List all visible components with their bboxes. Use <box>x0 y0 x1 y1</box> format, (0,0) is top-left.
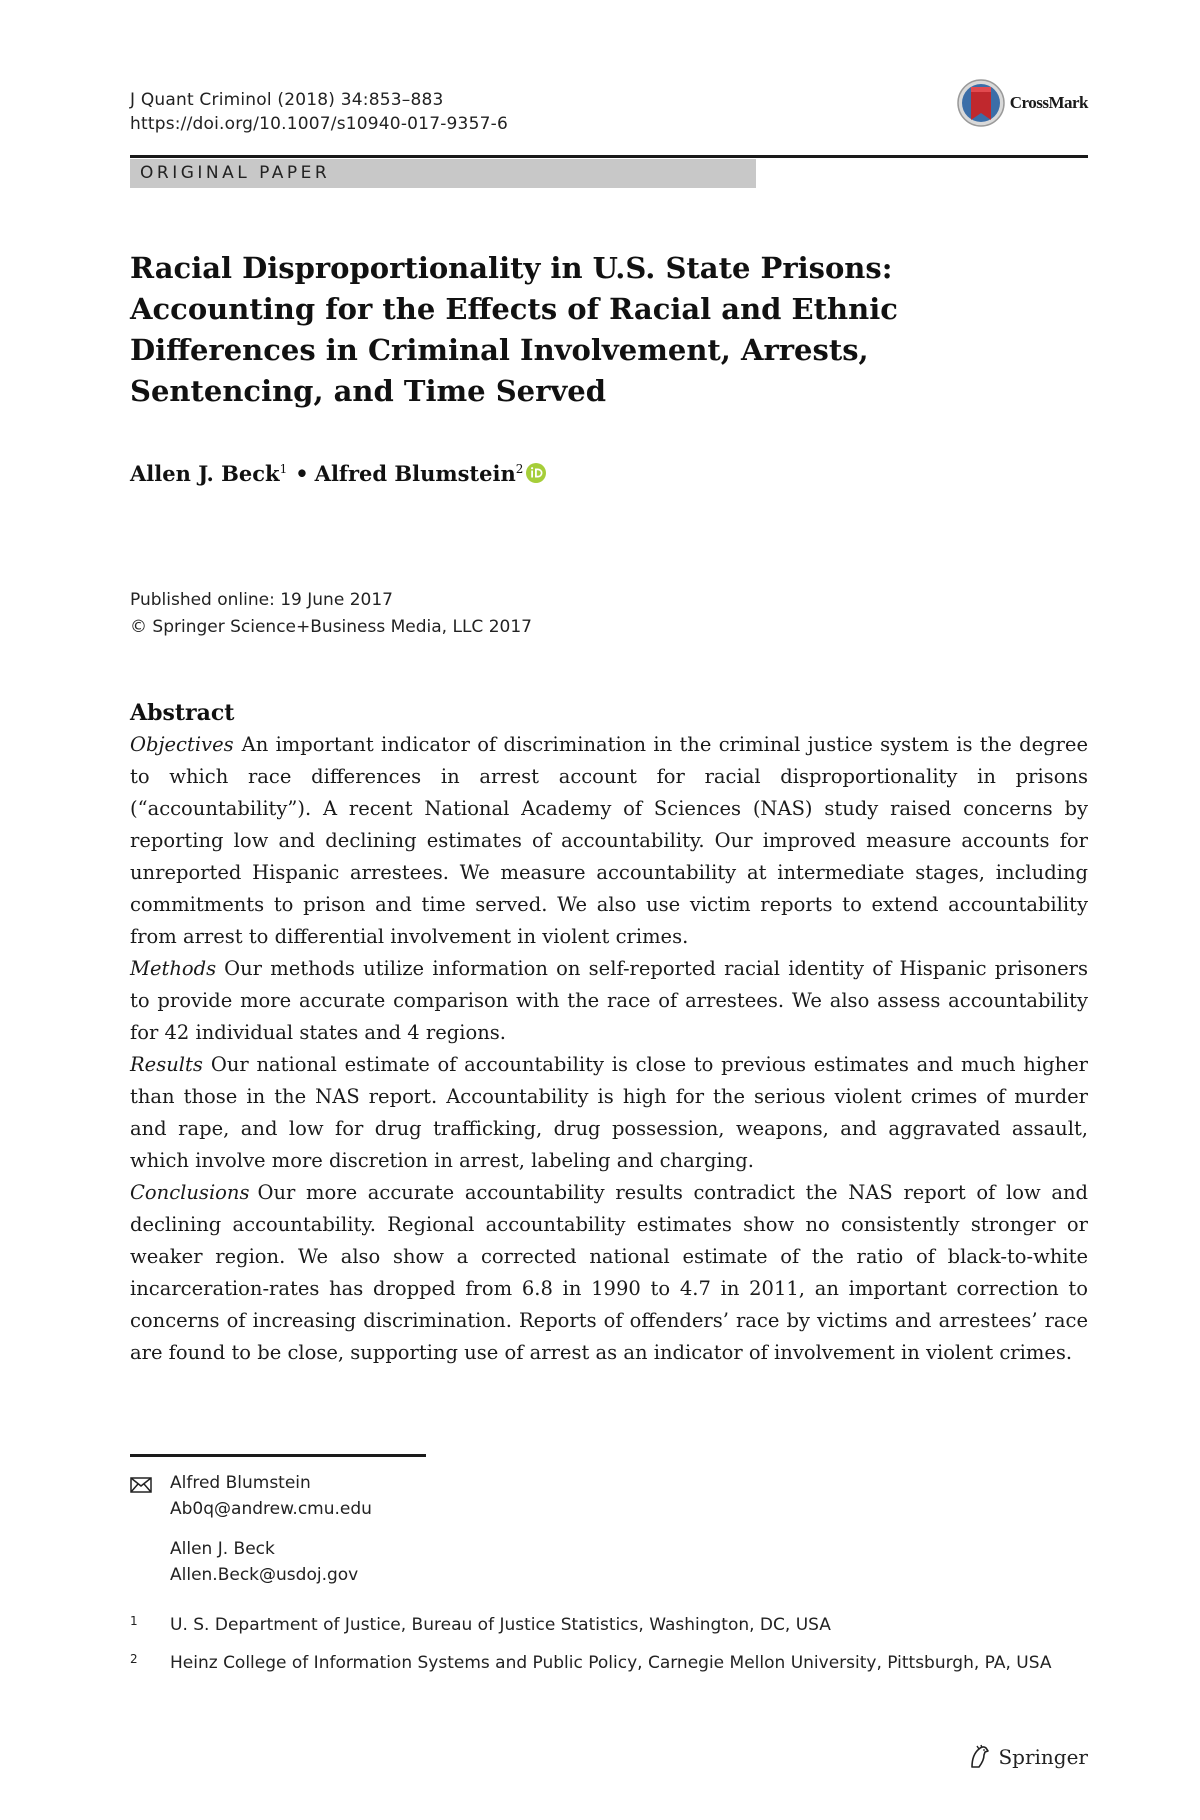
affiliation-entry <box>130 1650 1088 1676</box>
title-line: Racial Disproportionality in U.S. State Prisons: <box>130 251 893 285</box>
contact-entry <box>130 1470 1088 1522</box>
publisher-name: Springer <box>998 1745 1088 1769</box>
copyright-line: © Springer Science+Business Media, LLC 2017 <box>130 617 532 637</box>
affiliation-list <box>130 1612 1088 1688</box>
abstract-label: Methods <box>130 957 217 980</box>
affiliation-text: Heinz College of Information Systems and Public Policy, Carnegie Mellon University, Pittsburgh, PA, USA <box>170 1653 1052 1673</box>
author-separator: • <box>295 461 309 486</box>
abstract-body <box>130 729 1088 1369</box>
abstract-label: Conclusions <box>130 1181 250 1204</box>
publication-info <box>130 587 532 641</box>
abstract-text: Our national estimate of accountability is close to previous estimates and much higher than those in the NAS report. Accountability is high for the serious violent crimes of murder and rape, and low for drug trafficking, drug possession, weapons, and aggravated assault, which involve more discretion in arrest, labeling and charging. <box>130 1053 1088 1172</box>
affiliation-number: 2 <box>130 1652 138 1666</box>
crossmark-badge[interactable] <box>956 78 1088 128</box>
affiliation-text: U. S. Department of Justice, Bureau of Justice Statistics, Washington, DC, USA <box>170 1615 831 1635</box>
author-affiliation-ref: 2 <box>515 462 524 476</box>
doi-link[interactable]: https://doi.org/10.1007/s10940-017-9357-6 <box>130 114 508 134</box>
title-line: Differences in Criminal Involvement, Arrests, <box>130 333 869 367</box>
crossmark-icon <box>956 78 1006 128</box>
abstract-paragraph <box>130 729 1088 953</box>
author-name[interactable]: Alfred Blumstein <box>314 461 516 486</box>
contact-entry <box>130 1536 1088 1588</box>
envelope-icon <box>130 1475 152 1501</box>
publisher-logo <box>966 1743 1088 1771</box>
author-name[interactable]: Allen J. Beck <box>130 461 280 486</box>
abstract-paragraph <box>130 1177 1088 1369</box>
abstract-text: Our methods utilize information on self-reported racial identity of Hispanic prisoners to provide more accurate comparison with the race of arrestees. We also assess accountability for 42 individual states and 4 regions. <box>130 957 1088 1044</box>
contact-name: Alfred Blumstein <box>170 1473 311 1493</box>
abstract-text: An important indicator of discrimination in the criminal justice system is the degree to which race differences in arrest account for racial disproportionality in prisons (“accountability”). A recent National Academy of Sciences (NAS) study raised concerns by reporting low and declining estimates of accountability. Our improved measure accounts for unreported Hispanic arrestees. We measure accountability at intermediate stages, including commitments to prison and time served. We also use victim reports to extend accountability from arrest to differential involvement in violent crimes. <box>130 733 1088 948</box>
page-header <box>130 88 1088 158</box>
footnote-rule <box>130 1454 426 1457</box>
author-affiliation-ref: 1 <box>279 462 288 476</box>
correspondence <box>130 1470 1088 1602</box>
abstract-label: Results <box>130 1053 203 1076</box>
title-line: Sentencing, and Time Served <box>130 374 606 408</box>
title-line: Accounting for the Effects of Racial and Ethnic <box>130 292 898 326</box>
springer-horse-icon <box>966 1743 994 1771</box>
crossmark-label: CrossMark <box>1009 93 1088 112</box>
orcid-icon[interactable] <box>525 462 547 492</box>
header-rule <box>130 155 1088 158</box>
contact-email[interactable]: Ab0q@andrew.cmu.edu <box>170 1499 372 1519</box>
abstract-paragraph <box>130 953 1088 1049</box>
journal-citation: J Quant Criminol (2018) 34:853–883 <box>130 90 444 110</box>
section-label: ORIGINAL PAPER <box>140 163 331 183</box>
abstract-paragraph <box>130 1049 1088 1177</box>
author-list <box>130 459 547 492</box>
contact-name: Allen J. Beck <box>170 1539 275 1559</box>
published-date: Published online: 19 June 2017 <box>130 590 393 610</box>
contact-email[interactable]: Allen.Beck@usdoj.gov <box>170 1565 359 1585</box>
affiliation-entry <box>130 1612 1088 1638</box>
paper-page <box>130 0 1088 1820</box>
abstract-label: Objectives <box>130 733 234 756</box>
abstract-heading: Abstract <box>130 700 235 726</box>
section-band <box>130 159 756 188</box>
abstract-text: Our more accurate accountability results contradict the NAS report of low and declining accountability. Regional accountability estimates show no consistently stronger or weaker region. We also show a corrected national estimate of the ratio of black-to-white incarceration-rates has dropped from 6.8 in 1990 to 4.7 in 2011, an important correction to concerns of increasing discrimination. Reports of offenders’ race by victims and arrestees’ race are found to be close, supporting use of arrest as an indicator of involvement in violent crimes. <box>130 1181 1088 1364</box>
affiliation-number: 1 <box>130 1614 138 1628</box>
paper-title <box>130 248 1088 412</box>
